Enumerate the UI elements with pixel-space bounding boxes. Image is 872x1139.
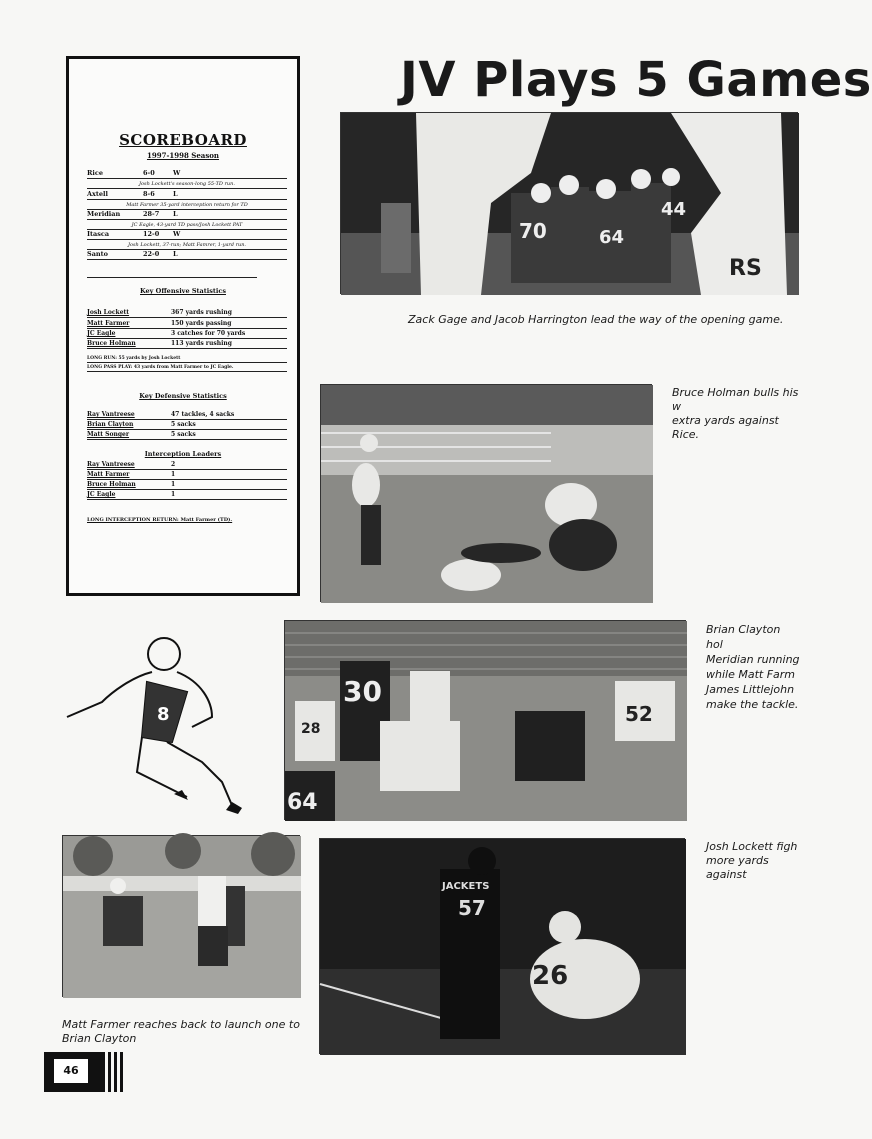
game-row [87,230,287,240]
game-note: JC Eagle, 43-yard TD pass/Josh Lockett PAT [87,221,287,230]
stat-name: Bruce Holman [87,481,136,488]
offense-heading: Key Offensive Statistics [140,287,226,295]
illustration-number: 8 [157,704,170,725]
long-interception: LONG INTERCEPTION RETURN: Matt Farmer (TD). [87,517,233,523]
stat-value: 47 tackles, 4 sacks [171,411,235,418]
page-number-bars [102,1052,126,1092]
caption-line: more yards against [706,854,769,881]
jersey-number: 44 [661,199,687,220]
photo-lockett-run [319,838,685,1054]
jersey-text: JACKETS [442,881,490,892]
caption-photo3 [706,622,800,712]
game-row [87,190,287,200]
game-score: 6-0 [143,169,155,177]
caption-photo5 [62,1018,300,1046]
game-score: 8-6 [143,190,155,198]
interception-row [87,481,287,490]
stat-name: Matt Farmer [87,471,130,478]
interception-heading: Interception Leaders [144,450,222,458]
page-number: 46 [54,1059,88,1083]
offense-stat-row [87,309,287,318]
scoreboard-title: SCOREBOARD [119,131,247,149]
interception-row [87,491,287,500]
stat-value: 113 yards rushing [171,340,232,347]
jersey-number: 64 [599,227,625,248]
game-score: 28-7 [143,210,160,218]
game-row [87,250,287,260]
game-result: W [173,169,181,177]
game-note: Josh Lockett, 37-run; Matt Famrer, 1-yard run. [87,241,287,250]
stat-value: 5 sacks [171,431,196,438]
jersey-number: 57 [458,896,486,920]
photo-holman-run-image [321,385,653,603]
photo-lockett-run-image [320,839,686,1055]
defense-heading: Key Defensive Statistics [139,392,227,400]
game-note: Josh Lockett's season-long 55-TD run. [87,180,287,189]
long-run: LONG RUN: 55 yards by Josh Lockett [87,355,287,363]
defense-stat-row [87,431,287,440]
stat-value: 150 yards passing [171,320,232,327]
offense-stat-row [87,340,287,349]
game-score: 12-0 [143,230,160,238]
game-score: 22-0 [143,250,160,258]
divider [87,277,257,278]
photo-farmer-pass-image [63,836,301,998]
caption-photo2 [672,386,800,442]
game-team: Itasca [87,230,110,238]
photo-clayton-tackle-image [285,621,687,821]
jersey-number: 28 [301,721,321,737]
photo-holman-run [320,384,652,602]
stat-value: 1 [171,491,176,498]
game-team: Axtell [87,190,108,198]
caption-line: Matt Farmer reaches back to launch one to [62,1018,300,1031]
game-result: L [173,250,178,258]
stat-name: Matt Farmer [87,320,130,327]
game-note: Matt Farmer 35-yard interception return for TD [87,201,287,210]
photo-farmer-pass [62,835,300,997]
stat-name: JC Eagle [87,330,116,337]
caption-line: Brian Clayton hol [706,623,781,651]
stat-name: Bruce Holman [87,340,136,347]
jersey-number: 26 [532,961,569,991]
game-team: Rice [87,169,103,177]
stat-name: JC Eagle [87,491,116,498]
stat-name: Matt Songer [87,431,130,438]
page-title: JV Plays 5 Games [400,52,872,108]
photo-team-run-through-image [341,113,799,295]
offense-stat-row [87,330,287,339]
game-result: L [173,190,178,198]
stat-value: 5 sacks [171,421,196,428]
defense-stat-row [87,411,287,420]
interception-row [87,461,287,470]
caption-line: extra yards against Rice. [672,414,779,441]
caption-line: Bruce Holman bulls his w [672,386,799,413]
stat-value: 1 [171,471,176,478]
game-result: L [173,210,178,218]
jersey-number: 30 [343,675,382,708]
game-row [87,210,287,220]
stat-value: 2 [171,461,176,468]
player-illustration [62,632,252,822]
stat-value: 1 [171,481,176,488]
caption-line: Josh Lockett figh [706,840,798,853]
scoreboard-box [66,56,300,596]
game-team: Meridian [87,210,121,218]
defense-stat-row [87,421,287,430]
caption-photo1: Zack Gage and Jacob Harrington lead the way of the opening game. [408,313,784,326]
caption-line: James Littlejohn [706,683,795,696]
caption-line: make the tackle. [706,698,799,711]
stat-name: Ray Vantreese [87,411,135,418]
caption-line: Brian Clayton [62,1032,137,1045]
photo-team-run-through [340,112,798,294]
jersey-number: 64 [287,790,318,815]
stat-name: Brian Clayton [87,421,134,428]
long-pass: LONG PASS PLAY: 43 yards from Matt Farmer to JC Eagle. [87,364,287,372]
jersey-number: 70 [519,219,547,243]
stat-name: Ray Vantreese [87,461,135,468]
photo-clayton-tackle [284,620,686,820]
banner-letters: RS [729,256,762,281]
caption-line: while Matt Farm [706,668,796,681]
page-number-block [44,1052,102,1092]
offense-stat-row [87,320,287,329]
stat-value: 367 yards rushing [171,309,232,316]
stat-value: 3 catches for 70 yards [171,330,246,337]
caption-line: Meridian running [706,653,800,666]
jersey-number: 52 [625,702,653,726]
stat-name: Josh Lockett [87,309,130,316]
football-player-icon [62,632,252,822]
interception-row [87,471,287,480]
game-team: Santo [87,250,108,258]
caption-photo4 [706,840,800,882]
game-row [87,169,287,179]
scoreboard-season: 1997-1998 Season [146,151,220,160]
game-result: W [173,230,181,238]
